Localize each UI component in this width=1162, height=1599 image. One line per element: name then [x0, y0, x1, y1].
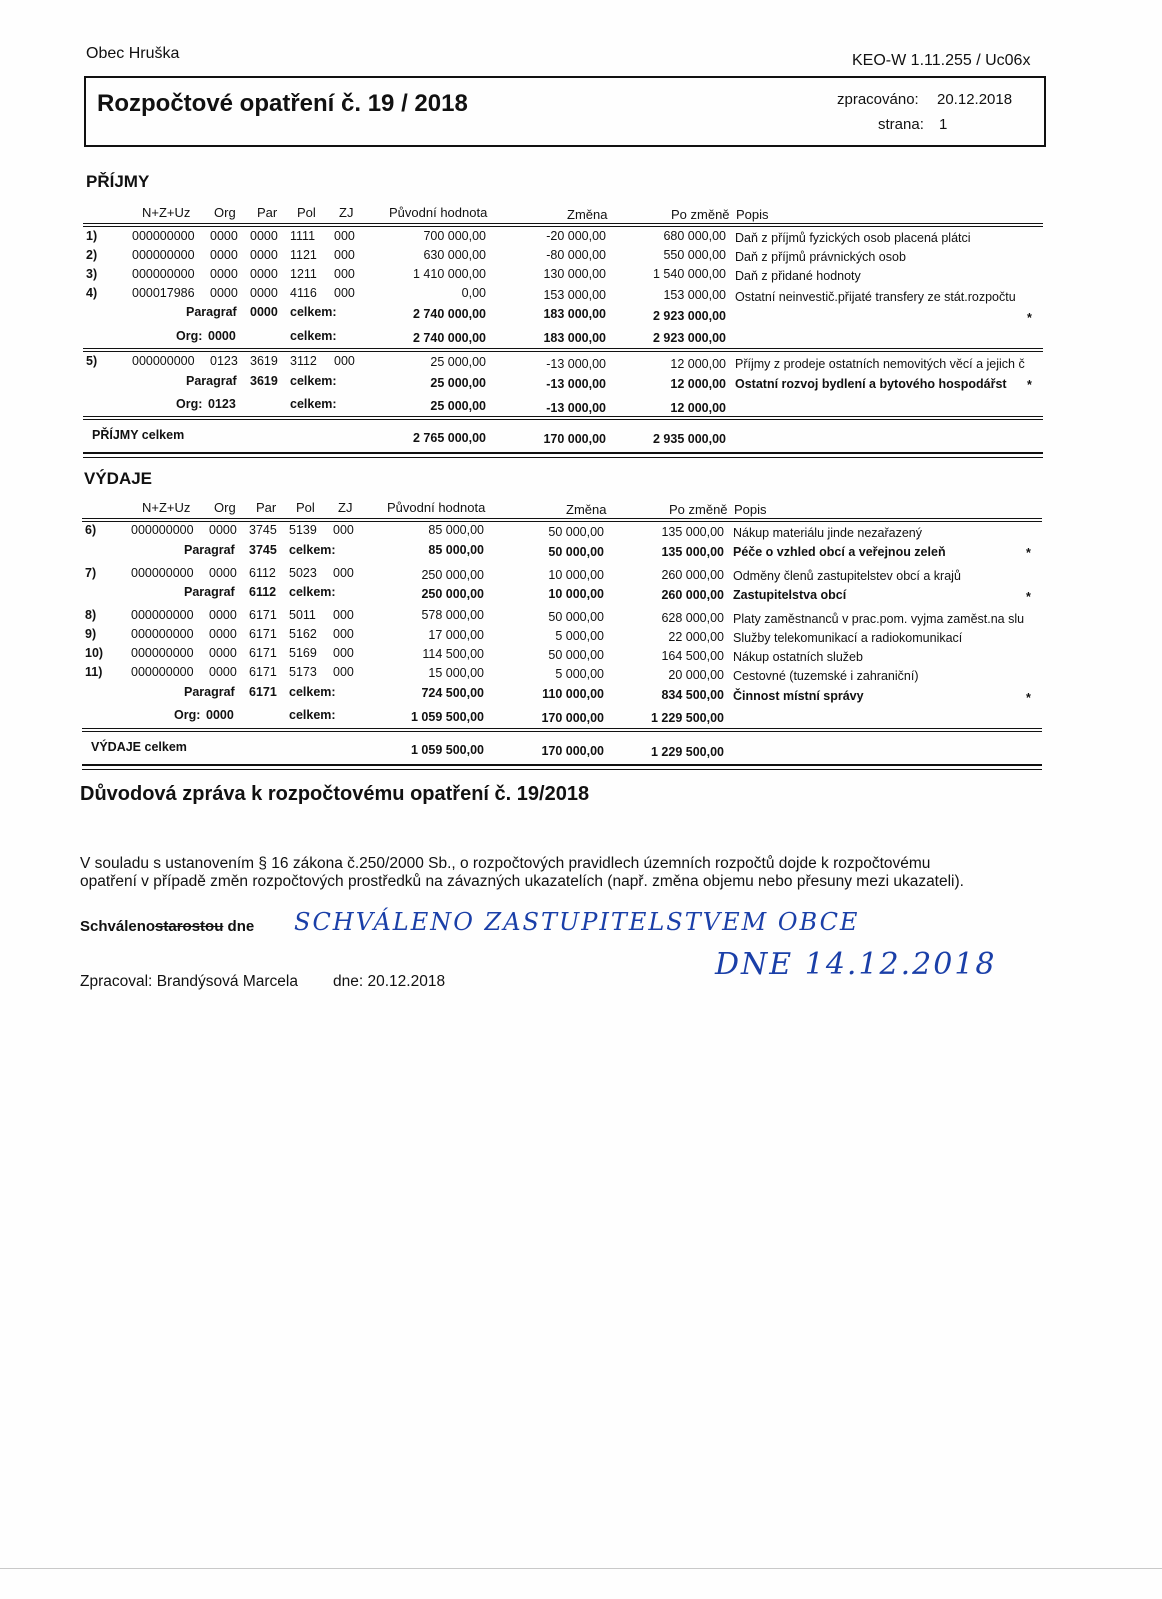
cell-pol: 1111 [290, 229, 316, 243]
cell-after: 550 000,00 [663, 248, 726, 262]
cell-zj: 000 [334, 286, 355, 300]
subtotal-orig: 724 500,00 [421, 686, 484, 700]
org-change: -13 000,00 [546, 401, 606, 415]
cell-par: 0000 [250, 286, 278, 300]
processed-on [333, 973, 445, 991]
col-change: Změna [566, 502, 607, 517]
col-orig: Původní hodnota [387, 500, 486, 515]
cell-org: 0000 [210, 248, 238, 262]
cell-orig: 630 000,00 [423, 248, 486, 262]
justification-title: Důvodová zpráva k rozpočtovému opatření č. 19/2018 [80, 783, 590, 805]
cell-zj: 000 [333, 608, 354, 622]
cell-change: 153 000,00 [543, 288, 606, 302]
col-nzuz: N+Z+Uz [142, 500, 191, 515]
org-code: 0123 [208, 397, 236, 411]
cell-pol: 5139 [289, 523, 317, 537]
cell-nzuz: 000000000 [132, 354, 195, 368]
col-zj: ZJ [339, 205, 354, 220]
justification-line-2: opatření v případě změn rozpočtových prostředků na závazných ukazatelích (např. změna objemu nebo přesuny mezi ukazateli). [80, 873, 964, 890]
cell-after: 135 000,00 [661, 525, 724, 539]
cell-par: 3619 [250, 354, 278, 368]
cell-pol: 5173 [289, 665, 317, 679]
cell-org: 0000 [210, 229, 238, 243]
cell-pol: 4116 [290, 286, 317, 300]
org-after: 1 229 500,00 [651, 711, 724, 725]
cell-change: -13 000,00 [546, 357, 606, 371]
approval-label-pre: Schváleno [80, 918, 156, 935]
org-code: 0000 [206, 708, 234, 722]
approval-label-post: dne [227, 918, 255, 935]
grand-change: 170 000,00 [543, 432, 606, 446]
cell-after: 164 500,00 [661, 649, 724, 663]
cell-change: 50 000,00 [548, 610, 604, 624]
star-mark: * [1026, 691, 1031, 705]
row-number: 8) [85, 608, 97, 622]
processed-on-label: dne: [333, 973, 364, 990]
cell-pol: 1211 [290, 267, 317, 281]
cell-change: 50 000,00 [548, 648, 604, 662]
subtotal-orig: 2 740 000,00 [413, 307, 486, 321]
col-after: Po změně [671, 207, 730, 222]
cell-orig: 15 000,00 [428, 666, 484, 680]
subtotal-total-label: celkem: [289, 585, 336, 599]
cell-after: 680 000,00 [663, 229, 726, 243]
subtotal-label: Paragraf [186, 305, 237, 319]
org-change: 170 000,00 [541, 711, 604, 725]
cell-orig: 17 000,00 [428, 628, 484, 642]
processed-by-name: Brandýsová Marcela [156, 973, 298, 990]
subtotal-code: 0000 [250, 305, 278, 319]
col-after: Po změně [669, 502, 728, 517]
col-pol: Pol [297, 205, 316, 220]
cell-orig: 0,00 [461, 286, 486, 300]
cell-desc: Daň z příjmů fyzických osob placená plátci [735, 231, 971, 245]
star-mark: * [1026, 546, 1031, 560]
subtotal-change: 50 000,00 [548, 545, 604, 559]
grand-label: PŘÍJMY celkem [92, 428, 185, 442]
cell-org: 0000 [209, 608, 237, 622]
cell-par: 6171 [249, 627, 277, 641]
col-nzuz: N+Z+Uz [142, 205, 191, 220]
org-code: 0000 [208, 329, 236, 343]
cell-change: 130 000,00 [543, 267, 606, 281]
cell-after: 153 000,00 [663, 288, 726, 302]
software-version: KEO-W 1.11.255 / Uc06x [852, 52, 1031, 69]
cell-desc: Nákup ostatních služeb [733, 650, 863, 664]
cell-after: 20 000,00 [668, 668, 724, 682]
col-par: Par [257, 205, 278, 220]
subtotal-label: Paragraf [184, 685, 235, 699]
cell-desc: Odměny členů zastupitelstev obcí a krajů [733, 569, 961, 583]
subtotal-change: -13 000,00 [546, 377, 606, 391]
expense-heading: VÝDAJE [84, 469, 153, 488]
org-total-label: celkem: [290, 397, 337, 411]
cell-change: 50 000,00 [548, 525, 604, 539]
subtotal-orig: 25 000,00 [430, 376, 486, 390]
cell-pol: 5011 [289, 608, 316, 622]
row-number: 9) [85, 627, 97, 641]
subtotal-change: 110 000,00 [542, 687, 604, 701]
org-orig: 25 000,00 [430, 399, 486, 413]
cell-org: 0000 [209, 665, 237, 679]
star-mark: * [1026, 590, 1031, 604]
cell-desc: Cestovné (tuzemské i zahraniční) [733, 669, 919, 683]
subtotal-after: 2 923 000,00 [653, 309, 726, 323]
scan-edge [0, 1568, 1162, 1569]
cell-par: 0000 [250, 267, 278, 281]
cell-pol: 1121 [290, 248, 317, 262]
cell-org: 0000 [209, 566, 237, 580]
cell-change: -80 000,00 [546, 248, 606, 262]
approval-label-struck: starostou [155, 918, 224, 935]
cell-par: 0000 [250, 248, 278, 262]
cell-after: 628 000,00 [661, 611, 724, 625]
grand-orig: 2 765 000,00 [413, 431, 486, 445]
municipality-name: Obec Hruška [86, 45, 180, 62]
cell-change: -20 000,00 [546, 229, 606, 243]
cell-nzuz: 000000000 [131, 627, 194, 641]
star-mark: * [1027, 311, 1032, 325]
subtotal-total-label: celkem: [290, 374, 337, 388]
subtotal-desc: Zastupitelstva obcí [733, 588, 847, 602]
org-orig: 2 740 000,00 [413, 331, 486, 345]
cell-desc: Daň z přidané hodnoty [735, 269, 861, 283]
grand-label: VÝDAJE celkem [91, 740, 187, 754]
cell-par: 3745 [249, 523, 277, 537]
row-number: 7) [85, 566, 97, 580]
subtotal-code: 6112 [249, 585, 277, 599]
row-number: 10) [85, 646, 104, 660]
cell-pol: 3112 [290, 354, 317, 368]
grand-after: 2 935 000,00 [653, 432, 726, 446]
row-number: 4) [86, 286, 98, 300]
cell-nzuz: 000000000 [131, 646, 194, 660]
cell-change: 5 000,00 [555, 667, 604, 681]
cell-par: 6171 [249, 646, 277, 660]
subtotal-after: 834 500,00 [661, 688, 724, 702]
grand-change: 170 000,00 [541, 744, 604, 758]
cell-nzuz: 000000000 [131, 523, 194, 537]
subtotal-desc: Péče o vzhled obcí a veřejnou zeleň [733, 545, 946, 559]
cell-par: 6171 [249, 665, 277, 679]
cell-desc: Příjmy z prodeje ostatních nemovitých věcí a jejich č [735, 357, 1025, 371]
subtotal-after: 135 000,00 [661, 545, 724, 559]
subtotal-code: 6171 [249, 685, 277, 699]
row-number: 6) [85, 523, 97, 537]
subtotal-label: Paragraf [186, 374, 237, 388]
cell-orig: 1 410 000,00 [413, 267, 486, 281]
subtotal-label: Paragraf [184, 585, 235, 599]
cell-nzuz: 000000000 [132, 229, 195, 243]
subtotal-label: Paragraf [184, 543, 235, 557]
col-desc: Popis [736, 207, 769, 222]
cell-nzuz: 000000000 [131, 608, 194, 622]
cell-zj: 000 [334, 229, 355, 243]
page-number: 1 [939, 116, 948, 133]
subtotal-total-label: celkem: [289, 543, 336, 557]
col-org: Org [214, 500, 236, 515]
cell-par: 0000 [250, 229, 278, 243]
star-mark: * [1027, 378, 1032, 392]
subtotal-orig: 85 000,00 [428, 543, 484, 557]
row-number: 1) [86, 229, 98, 243]
page-label: strana: [878, 116, 924, 133]
cell-org: 0000 [210, 267, 238, 281]
org-change: 183 000,00 [543, 331, 606, 345]
subtotal-code: 3619 [250, 374, 278, 388]
org-after: 12 000,00 [670, 401, 726, 415]
cell-after: 1 540 000,00 [653, 267, 726, 281]
income-heading: PŘÍJMY [86, 172, 150, 191]
cell-par: 6112 [249, 566, 276, 580]
subtotal-code: 3745 [249, 543, 277, 557]
subtotal-desc: Ostatní rozvoj bydlení a bytového hospodářst [735, 377, 1007, 391]
row-number: 2) [86, 248, 98, 262]
cell-orig: 250 000,00 [421, 568, 484, 582]
cell-pol: 5162 [289, 627, 317, 641]
col-desc: Popis [734, 502, 767, 517]
cell-pol: 5169 [289, 646, 317, 660]
processed-on-date: 20.12.2018 [367, 973, 446, 990]
cell-desc: Ostatní neinvestič.přijaté transfery ze stát.rozpočtu [735, 290, 1016, 304]
row-number: 11) [85, 665, 103, 679]
subtotal-total-label: celkem: [290, 305, 337, 319]
cell-zj: 000 [333, 566, 354, 580]
handwritten-approval: SCHVÁLENO ZASTUPITELSTVEM OBCE [294, 908, 860, 936]
grand-orig: 1 059 500,00 [411, 743, 484, 757]
cell-zj: 000 [333, 646, 354, 660]
cell-zj: 000 [334, 267, 355, 281]
cell-nzuz: 000017986 [132, 286, 195, 300]
cell-org: 0000 [209, 523, 237, 537]
subtotal-orig: 250 000,00 [421, 587, 484, 601]
org-label: Org: [176, 329, 203, 343]
page-title: Rozpočtové opatření č. 19 / 2018 [97, 90, 468, 117]
cell-zj: 000 [333, 523, 354, 537]
col-orig: Původní hodnota [389, 205, 488, 220]
cell-nzuz: 000000000 [131, 566, 194, 580]
cell-zj: 000 [334, 354, 355, 368]
cell-orig: 85 000,00 [428, 523, 484, 537]
col-par: Par [256, 500, 277, 515]
subtotal-change: 10 000,00 [548, 587, 604, 601]
cell-nzuz: 000000000 [131, 665, 194, 679]
cell-nzuz: 000000000 [132, 267, 195, 281]
cell-zj: 000 [333, 627, 354, 641]
col-zj: ZJ [338, 500, 353, 515]
justification-line-1: V souladu s ustanovením § 16 zákona č.250/2000 Sb., o rozpočtových pravidlech územních rozpočtů dojde k rozpočtovému [80, 855, 931, 872]
col-change: Změna [567, 207, 608, 222]
subtotal-after: 260 000,00 [661, 588, 724, 602]
cell-zj: 000 [334, 248, 355, 262]
approval-label [80, 918, 254, 935]
cell-desc: Daň z příjmů právnických osob [735, 250, 906, 264]
processed-by [80, 973, 298, 991]
handwritten-date: DNE 14.12.2018 [715, 947, 997, 982]
processed-date: 20.12.2018 [937, 91, 1013, 108]
org-after: 2 923 000,00 [653, 331, 726, 345]
cell-orig: 578 000,00 [421, 608, 484, 622]
subtotal-total-label: celkem: [289, 685, 336, 699]
cell-after: 260 000,00 [661, 568, 724, 582]
cell-after: 12 000,00 [670, 357, 726, 371]
subtotal-desc: Činnost místní správy [733, 689, 864, 703]
org-label: Org: [176, 397, 203, 411]
grand-after: 1 229 500,00 [651, 745, 724, 759]
row-number: 5) [86, 354, 98, 368]
cell-after: 22 000,00 [668, 630, 724, 644]
cell-nzuz: 000000000 [132, 248, 195, 262]
cell-orig: 114 500,00 [422, 647, 484, 661]
org-total-label: celkem: [290, 329, 337, 343]
cell-org: 0000 [209, 627, 237, 641]
cell-org: 0000 [210, 286, 238, 300]
org-label: Org: [174, 708, 201, 722]
cell-desc: Služby telekomunikací a radiokomunikací [733, 631, 963, 645]
cell-orig: 25 000,00 [430, 355, 486, 369]
col-pol: Pol [296, 500, 315, 515]
subtotal-change: 183 000,00 [543, 307, 606, 321]
cell-zj: 000 [333, 665, 354, 679]
row-number: 3) [86, 267, 98, 281]
org-total-label: celkem: [289, 708, 336, 722]
col-org: Org [214, 205, 236, 220]
processed-label: zpracováno: [837, 91, 919, 108]
cell-org: 0123 [210, 354, 238, 368]
cell-par: 6171 [249, 608, 277, 622]
org-orig: 1 059 500,00 [411, 710, 484, 724]
cell-desc: Nákup materiálu jinde nezařazený [733, 526, 922, 540]
processed-by-label: Zpracoval: [80, 973, 153, 990]
cell-org: 0000 [209, 646, 237, 660]
cell-pol: 5023 [289, 566, 317, 580]
cell-desc: Platy zaměstnanců v prac.pom. vyjma zaměst.na slu [733, 612, 1025, 626]
cell-change: 10 000,00 [548, 568, 604, 582]
subtotal-after: 12 000,00 [670, 377, 726, 391]
cell-change: 5 000,00 [555, 629, 604, 643]
cell-orig: 700 000,00 [423, 229, 486, 243]
